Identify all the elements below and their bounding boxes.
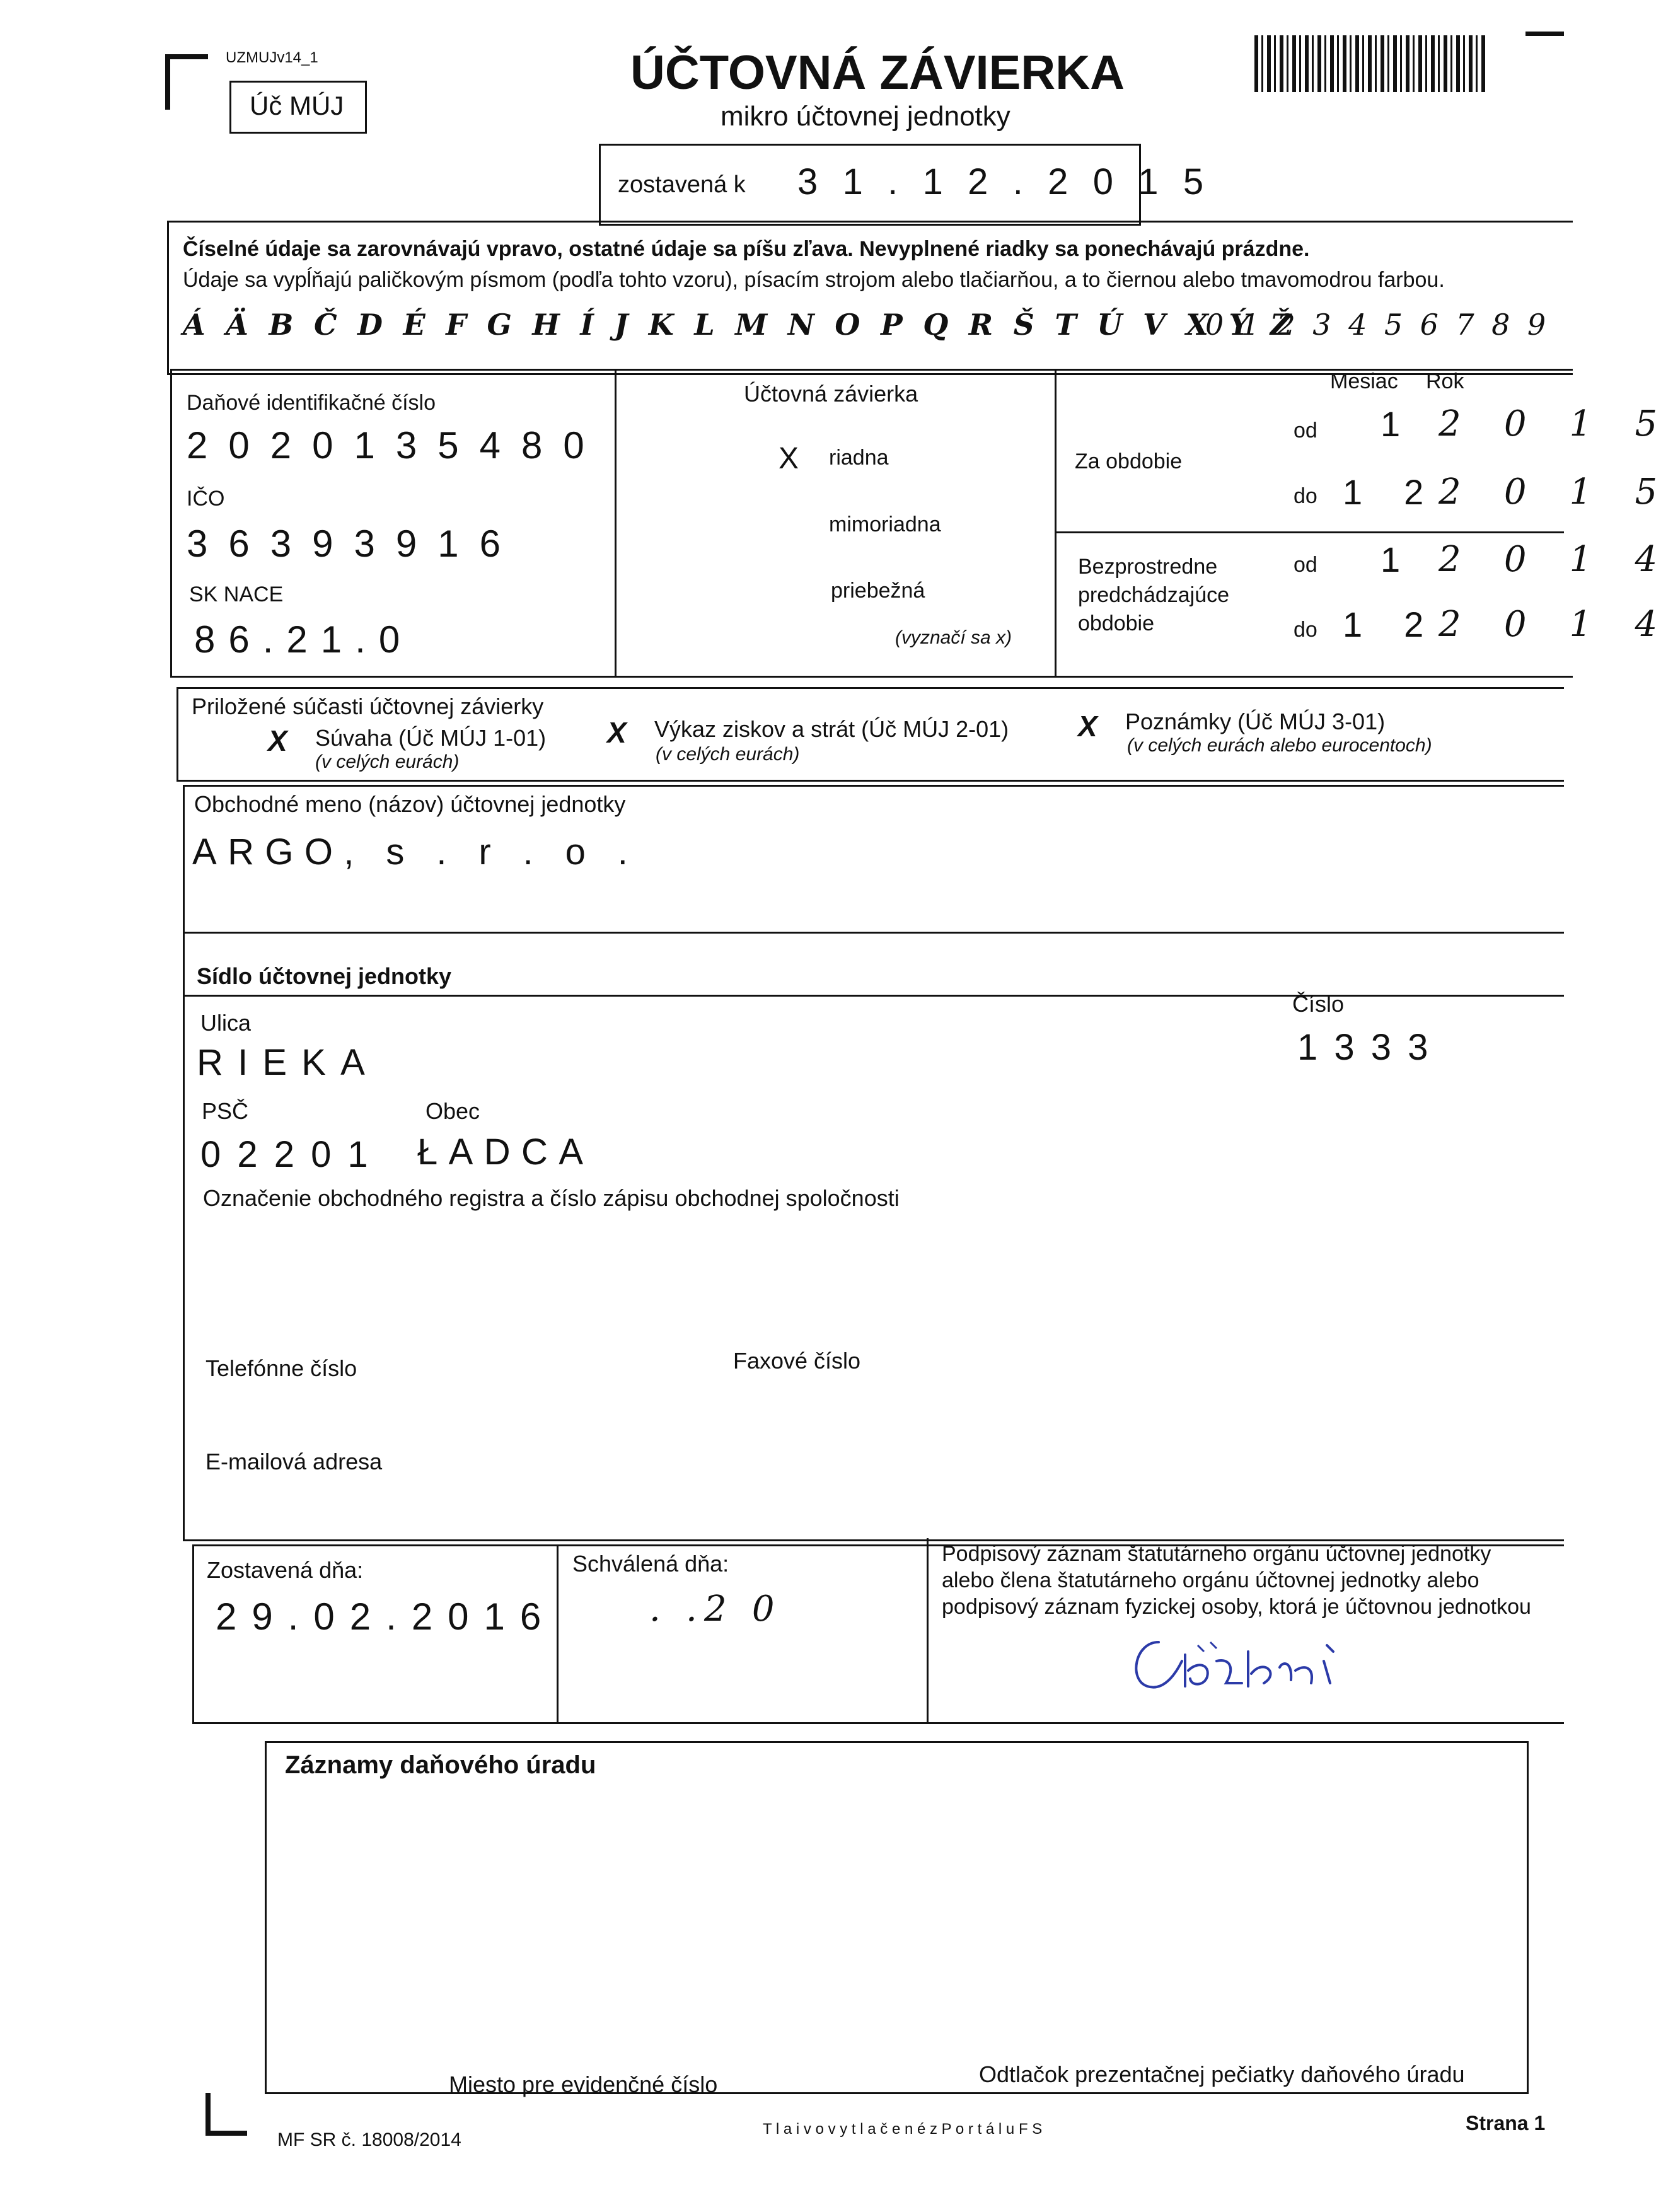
ico-label: IČO [187, 487, 225, 511]
statement-type-note: (vyznačí sa x) [895, 627, 1012, 648]
signature [1122, 1623, 1387, 1705]
current-from-month: 1 [1381, 404, 1416, 444]
income-statement-mark: X [607, 716, 627, 749]
income-statement-label: Výkaz ziskov a strát (Úč MÚJ 2-01) [654, 716, 1009, 742]
entity-name-value: ARGO, s . r . o . [192, 831, 639, 872]
previous-to-month: 1 2 [1343, 605, 1440, 644]
divider [183, 995, 1564, 997]
divider [927, 1538, 929, 1724]
evidence-number-label: Miesto pre evidenčné číslo [449, 2071, 718, 2097]
compiled-on-label: Zostavená dňa: [207, 1557, 364, 1583]
form-code: UZMUJv14_1 [226, 49, 318, 66]
compiled-on-value: 29.02.2016 [216, 1595, 557, 1638]
divider [1055, 531, 1564, 533]
barcode [1254, 35, 1488, 92]
divider [1055, 369, 1056, 678]
current-to-month: 1 2 [1343, 472, 1440, 512]
current-to-year: 2 0 1 5 [1439, 472, 1673, 512]
instructions-line1: Číselné údaje sa zarovnávajú vpravo, ostatné údaje sa píšu zľava. Nevyplnené riadky sa ponechávajú prázdne. [183, 237, 1310, 261]
dic-value: 2020135480 [187, 424, 605, 466]
statement-type-regular: riadna [829, 446, 889, 470]
current-to-label: do [1294, 484, 1317, 508]
number-label: Číslo [1292, 991, 1345, 1017]
signature-label-1: Podpisový záznam štatutárneho orgánu účtovnej jednotky [942, 1542, 1491, 1566]
income-statement-note: (v celých eurách) [656, 744, 800, 765]
compiled-date-value: 3 1 . 1 2 . 2 0 1 5 [797, 161, 1211, 202]
statement-type-interim: priebežná [831, 579, 925, 603]
page-title: ÚČTOVNÁ ZÁVIERKA [630, 46, 1125, 100]
divider [183, 932, 1564, 934]
statement-type-extraordinary: mimoriadna [829, 512, 941, 536]
current-from-year: 2 0 1 5 [1439, 403, 1673, 444]
street-label: Ulica [200, 1010, 252, 1036]
month-label: Mesiac [1330, 369, 1398, 393]
sample-digits: 0 1 2 3 4 5 6 7 8 9 [1205, 308, 1550, 342]
dic-label: Daňové identifikačné číslo [187, 391, 436, 415]
tax-office-block [265, 1741, 1529, 2094]
previous-from-month: 1 [1381, 540, 1416, 579]
signature-label-2: alebo člena štatutárneho orgánu účtovnej jednotky alebo [942, 1568, 1479, 1592]
current-period-label: Za obdobie [1075, 449, 1183, 473]
portal-note: T l a i v o v y t l a č e n é z P o r t á l u F S [763, 2121, 1043, 2138]
corner-mark-top-left [165, 54, 208, 110]
divider [557, 1544, 559, 1724]
attachments-title: Priložené súčasti účtovnej závierky [192, 693, 544, 719]
corner-mark-bottom-left [206, 2093, 247, 2136]
signature-label-3: podpisový záznam fyzickej osoby, ktorá je účtovnou jednotkou [942, 1595, 1531, 1619]
previous-from-label: od [1294, 553, 1317, 577]
tax-office-title: Záznamy daňového úradu [285, 1751, 596, 1779]
nace-value: 86.21.0 [194, 618, 414, 661]
previous-to-year: 2 0 1 4 [1439, 604, 1673, 645]
balance-sheet-label: Súvaha (Úč MÚJ 1-01) [315, 725, 547, 751]
statement-type-mark: X [779, 442, 799, 475]
register-label: Označenie obchodného registra a číslo zápisu obchodnej spoločnosti [203, 1185, 900, 1211]
previous-from-year: 2 0 1 4 [1439, 539, 1673, 580]
email-label: E-mailová adresa [206, 1449, 383, 1474]
stamp-label: Odtlačok prezentačnej pečiatky daňového úradu [979, 2061, 1465, 2087]
ico-value: 36393916 [187, 523, 521, 565]
notes-label: Poznámky (Úč MÚJ 3-01) [1125, 709, 1386, 734]
notes-mark: X [1078, 710, 1097, 743]
city-value: ŁADCA [417, 1132, 594, 1173]
number-value: 1333 [1297, 1027, 1445, 1068]
instructions-line2: Údaje sa vypĺňajú paličkovým písmom (podľa tohto vzoru), písacím strojom alebo tlačiarňou, a to čiernou alebo tmavomodrou farbou. [183, 268, 1445, 292]
previous-to-label: do [1294, 618, 1317, 642]
previous-period-label-1: Bezprostredne [1078, 555, 1218, 579]
zip-label: PSČ [202, 1098, 249, 1124]
city-label: Obec [425, 1098, 480, 1124]
page-subtitle: mikro účtovnej jednotky [721, 101, 1010, 132]
nace-label: SK NACE [189, 582, 284, 606]
seat-title: Sídlo účtovnej jednotky [197, 963, 452, 989]
street-value: RIEKA [197, 1042, 380, 1083]
approved-on-label: Schválená dňa: [572, 1551, 729, 1577]
fax-label: Faxové číslo [733, 1348, 861, 1374]
page-number: Strana 1 [1466, 2112, 1546, 2134]
form-type: Úč MÚJ [250, 91, 344, 120]
previous-period-label-3: obdobie [1078, 611, 1155, 635]
balance-sheet-mark: X [268, 724, 287, 757]
divider [615, 369, 617, 678]
sample-letters: Á Ä B Č D É F G H Í J K L M N O P Q R Š T Ú V X Ý Ž [183, 308, 1297, 342]
compiled-date-label: zostavená k [618, 171, 746, 198]
entity-name-label: Obchodné meno (názov) účtovnej jednotky [194, 791, 626, 817]
ministry-number: MF SR č. 18008/2014 [277, 2129, 461, 2150]
year-label: Rok [1426, 369, 1464, 393]
previous-period-label-2: predchádzajúce [1078, 583, 1230, 607]
current-from-label: od [1294, 419, 1317, 443]
corner-mark-top-right [1525, 32, 1564, 36]
balance-sheet-note: (v celých eurách) [315, 751, 460, 772]
phone-label: Telefónne číslo [206, 1355, 357, 1381]
notes-note: (v celých eurách alebo eurocentoch) [1127, 735, 1432, 756]
statement-type-title: Účtovná závierka [744, 381, 918, 407]
approved-on-value: . .2 0 [649, 1589, 782, 1630]
zip-value: 02201 [200, 1134, 385, 1175]
entity-block [183, 785, 1564, 1541]
